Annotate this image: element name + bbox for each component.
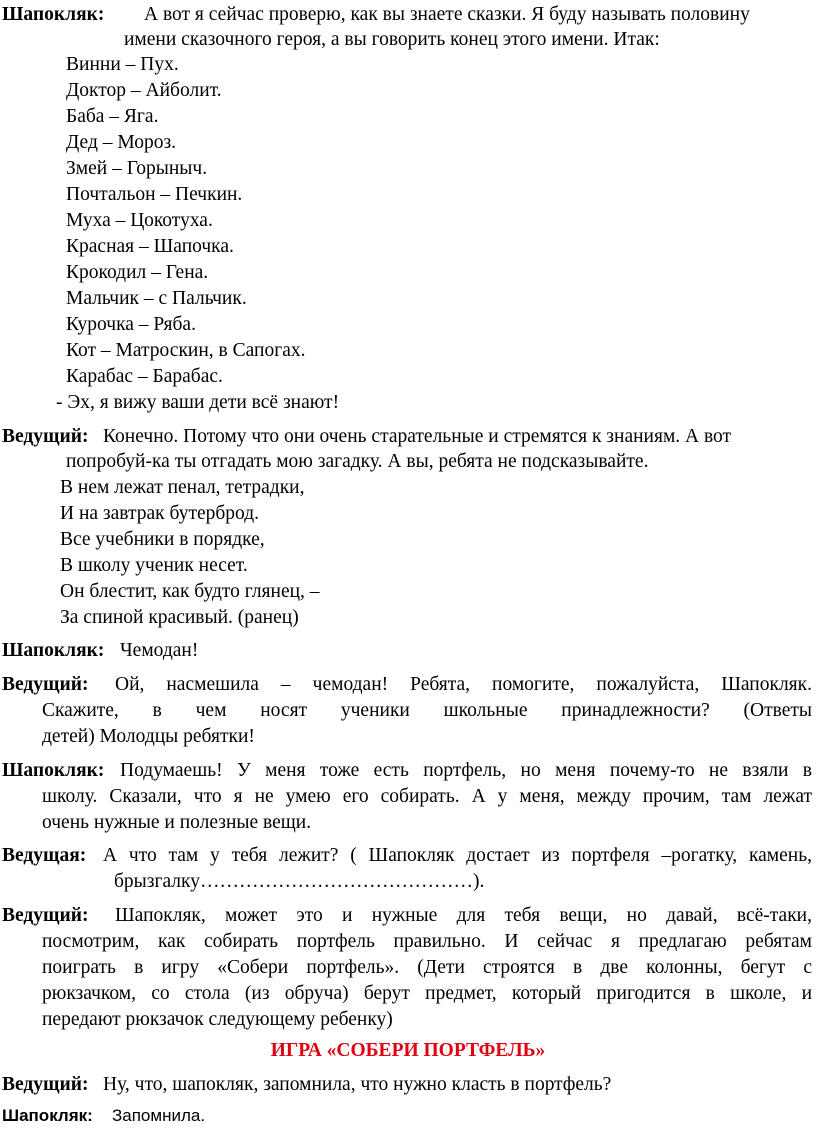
name-line: Карабас – Барабас. — [66, 366, 223, 387]
name-line: Змей – Горыныч. — [66, 158, 208, 179]
paragraph-line: Конечно. Потому что они очень старательные и стремятся к знаниям. А вот — [103, 426, 732, 447]
name-line: Крокодил – Гена. — [66, 262, 209, 283]
paragraph-line: А вот я сейчас проверю, как вы знаете сказки. Я буду называть половину — [144, 4, 750, 25]
name-line: Курочка – Ряба. — [66, 314, 196, 335]
name-line: Доктор – Айболит. — [66, 80, 222, 101]
paragraph-line: Ну, что, шапокляк, запомнила, что нужно класть в портфель? — [103, 1074, 612, 1095]
name-line: Муха – Цокотуха. — [66, 210, 213, 231]
riddle-line: Он блестит, как будто глянец, – — [60, 581, 320, 602]
paragraph-line: имени сказочного героя, а вы говорить конец этого имени. Итак: — [124, 29, 660, 50]
paragraph-line: Скажите, в чем носят ученики школьные принадлежности? (Ответы — [42, 700, 812, 721]
speaker-label: Шапокляк: — [2, 1106, 93, 1125]
paragraph-line: поиграть в игру «Собери портфель». (Дети строятся в две колонны, бегут с — [42, 957, 812, 978]
paragraph-line: передают рюкзачок следующему ребенку) — [42, 1009, 393, 1030]
name-line: Кот – Матроскин, в Сапогах. — [66, 340, 306, 361]
paragraph-line: попробуй-ка ты отгадать мою загадку. А вы, ребята не подсказывайте. — [66, 451, 649, 472]
name-line: Мальчик – с Пальчик. — [66, 288, 247, 309]
paragraph-line: Запомнила. — [112, 1106, 206, 1125]
paragraph-line: А что там у тебя лежит? ( Шапокляк достает из портфеля –рогатку, камень, — [103, 845, 812, 866]
paragraph-line: Чемодан! — [120, 640, 199, 661]
paragraph-line: посмотрим, как собирать портфель правильно. И сейчас я предлагаю ребятам — [42, 931, 812, 952]
paragraph-line: Шапокляк, может это и нужные для тебя вещи, но давай, всё-таки, — [115, 905, 812, 926]
paragraph-line: Ой, насмешила – чемодан! Ребята, помогите, пожалуйста, Шапокляк. — [115, 674, 812, 695]
paragraph-line: Подумаешь! У меня тоже есть портфель, но меня почему-то не взяли в — [120, 760, 812, 781]
speaker-label: Ведущий: — [2, 905, 89, 926]
riddle-line: И на завтрак бутерброд. — [60, 503, 260, 524]
speaker-label: Ведущая: — [2, 845, 87, 866]
paragraph-line: школу. Сказали, что я не умею его собирать. А у меня, между прочим, там лежат — [42, 786, 812, 807]
name-line: Винни – Пух. — [66, 54, 179, 75]
riddle-line: В школу ученик несет. — [60, 555, 248, 576]
speaker-label: Ведущий: — [2, 1074, 89, 1095]
paragraph-line: очень нужные и полезные вещи. — [42, 812, 312, 833]
name-line: Дед – Мороз. — [66, 132, 177, 153]
speaker-label: Ведущий: — [2, 674, 89, 695]
closing-line: - Эх, я вижу ваши дети всё знают! — [56, 392, 340, 413]
riddle-line: Все учебники в порядке, — [60, 529, 265, 550]
speaker-label: Шапокляк: — [2, 4, 105, 25]
paragraph-line: брызгалку……………………………………). — [114, 871, 485, 892]
paragraph-line: рюкзачком, со стола (из обруча) берут предмет, который пригодится в школе, и — [42, 983, 812, 1004]
speaker-label: Шапокляк: — [2, 760, 105, 781]
game-title: ИГРА «СОБЕРИ ПОРТФЕЛЬ» — [270, 1040, 546, 1061]
paragraph-line: детей) Молодцы ребятки! — [42, 726, 255, 747]
name-line: Баба – Яга. — [66, 106, 159, 127]
riddle-line: За спиной красивый. (ранец) — [60, 607, 299, 628]
name-line: Красная – Шапочка. — [66, 236, 234, 257]
speaker-label: Ведущий: — [2, 426, 89, 447]
riddle-line: В нем лежат пенал, тетрадки, — [60, 477, 305, 498]
speaker-label: Шапокляк: — [2, 640, 105, 661]
name-line: Почтальон – Печкин. — [66, 184, 243, 205]
